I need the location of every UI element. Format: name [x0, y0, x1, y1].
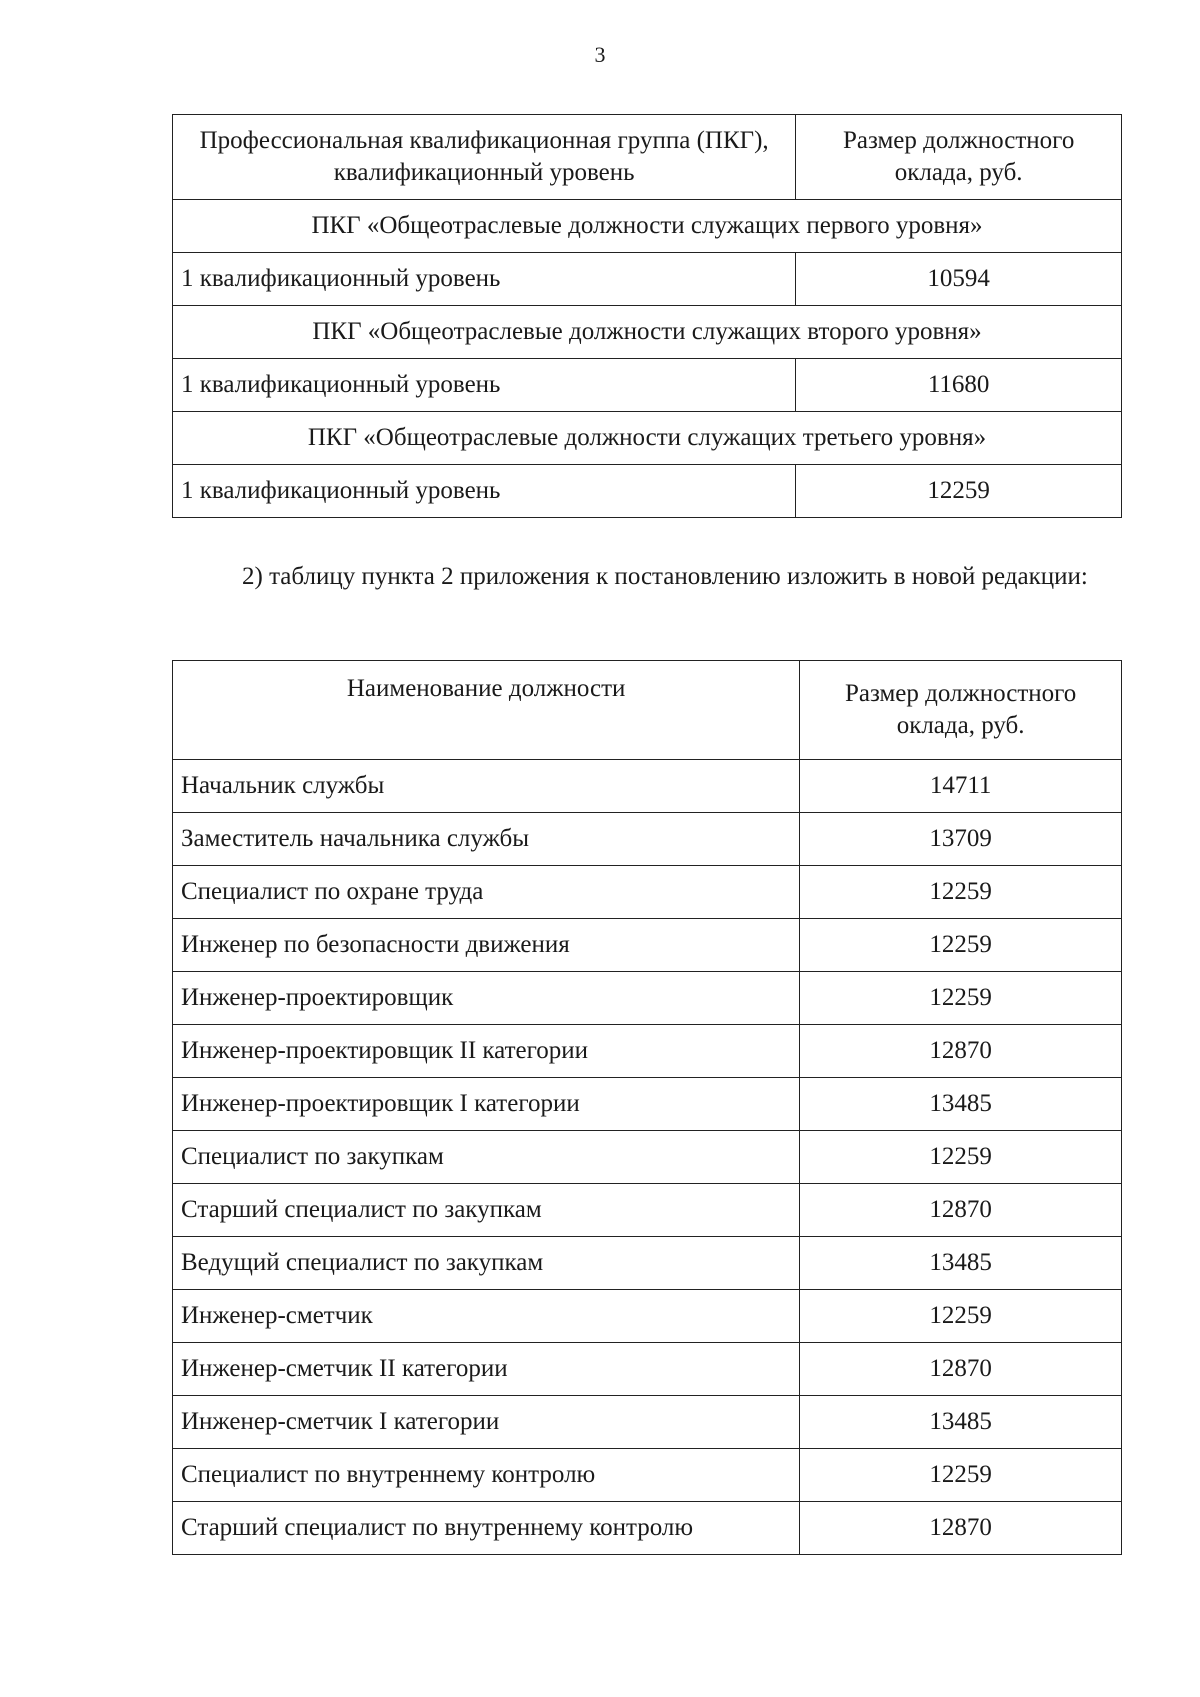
table-row — [173, 813, 1122, 866]
position-name: Специалист по внутреннему контролю — [173, 1449, 800, 1502]
table-row — [173, 1449, 1122, 1502]
salary-value: 13485 — [800, 1078, 1122, 1131]
position-name: Инженер по безопасности движения — [173, 919, 800, 972]
salary-value: 12870 — [800, 1343, 1122, 1396]
table-row — [173, 465, 1122, 518]
table-row — [173, 866, 1122, 919]
salary-value: 13485 — [800, 1237, 1122, 1290]
table-row — [173, 1184, 1122, 1237]
salary-value: 13709 — [800, 813, 1122, 866]
table-row — [173, 1131, 1122, 1184]
header-position: Наименование должности — [173, 661, 800, 760]
salary-value: 10594 — [796, 253, 1122, 306]
group-title: ПКГ «Общеотраслевые должности служащих второго уровня» — [173, 306, 1122, 359]
table-row — [173, 1237, 1122, 1290]
level-name: 1 квалификационный уровень — [173, 359, 796, 412]
salary-value: 12870 — [800, 1025, 1122, 1078]
table-row — [173, 1343, 1122, 1396]
salary-value: 12259 — [800, 1449, 1122, 1502]
table-header-row — [173, 661, 1122, 760]
header-salary: Размер должностного оклада, руб. — [796, 115, 1122, 200]
position-name: Ведущий специалист по закупкам — [173, 1237, 800, 1290]
position-name: Инженер-сметчик I категории — [173, 1396, 800, 1449]
position-name: Специалист по охране труда — [173, 866, 800, 919]
position-name: Старший специалист по внутреннему контролю — [173, 1502, 800, 1555]
level-name: 1 квалификационный уровень — [173, 253, 796, 306]
salary-value: 12259 — [800, 1290, 1122, 1343]
level-name: 1 квалификационный уровень — [173, 465, 796, 518]
position-name: Заместитель начальника службы — [173, 813, 800, 866]
table-row — [173, 253, 1122, 306]
salary-value: 12259 — [800, 919, 1122, 972]
table-row — [173, 1502, 1122, 1555]
salary-value: 12259 — [800, 866, 1122, 919]
position-name: Инженер-сметчик II категории — [173, 1343, 800, 1396]
group-row — [173, 412, 1122, 465]
position-name: Инженер-проектировщик I категории — [173, 1078, 800, 1131]
table-row — [173, 1396, 1122, 1449]
instruction-paragraph: 2) таблицу пункта 2 приложения к постановлению изложить в новой редакции: — [242, 563, 1088, 590]
table-row — [173, 1290, 1122, 1343]
position-name: Инженер-проектировщик II категории — [173, 1025, 800, 1078]
position-name: Начальник службы — [173, 760, 800, 813]
header-group-level: Профессиональная квалификационная группа (ПКГ), квалификационный уровень — [173, 115, 796, 200]
salary-value: 12870 — [800, 1502, 1122, 1555]
table-row — [173, 760, 1122, 813]
header-salary: Размер должностного оклада, руб. — [800, 661, 1122, 760]
position-name: Инженер-проектировщик — [173, 972, 800, 1025]
salary-value: 14711 — [800, 760, 1122, 813]
salary-value: 12259 — [800, 972, 1122, 1025]
group-row — [173, 200, 1122, 253]
table-row — [173, 919, 1122, 972]
salary-value: 12259 — [796, 465, 1122, 518]
salary-value: 13485 — [800, 1396, 1122, 1449]
position-name: Инженер-сметчик — [173, 1290, 800, 1343]
salary-value: 12259 — [800, 1131, 1122, 1184]
position-salary-table — [172, 660, 1122, 1555]
group-title: ПКГ «Общеотраслевые должности служащих первого уровня» — [173, 200, 1122, 253]
page-number: 3 — [594, 42, 606, 67]
table-row — [173, 972, 1122, 1025]
table-row — [173, 1025, 1122, 1078]
pkg-salary-table — [172, 114, 1122, 518]
table-row — [173, 1078, 1122, 1131]
group-title: ПКГ «Общеотраслевые должности служащих третьего уровня» — [173, 412, 1122, 465]
table-header-row — [173, 115, 1122, 200]
salary-value: 12870 — [800, 1184, 1122, 1237]
position-name: Старший специалист по закупкам — [173, 1184, 800, 1237]
group-row — [173, 306, 1122, 359]
salary-value: 11680 — [796, 359, 1122, 412]
table-row — [173, 359, 1122, 412]
position-name: Специалист по закупкам — [173, 1131, 800, 1184]
